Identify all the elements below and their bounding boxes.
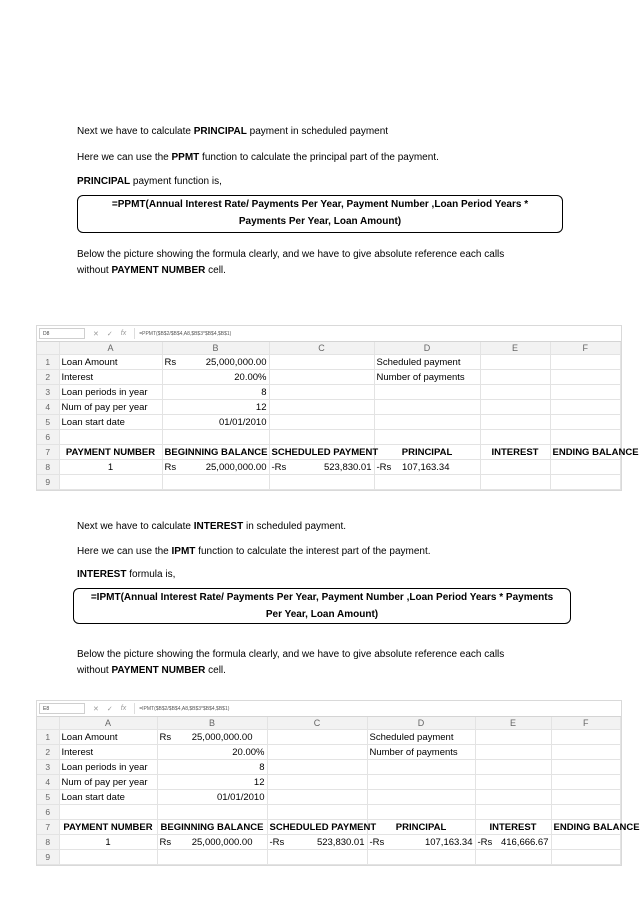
cell[interactable]	[551, 835, 621, 850]
cell[interactable]	[267, 760, 367, 775]
col-header-c[interactable]: C	[269, 342, 374, 355]
table-row	[37, 775, 621, 790]
cell[interactable]	[59, 850, 157, 865]
cell[interactable]: 20.00%	[157, 745, 267, 760]
row-number[interactable]: 1	[37, 355, 59, 370]
cancel-icon[interactable]: ✕	[93, 330, 99, 338]
cell[interactable]: Scheduled payment	[367, 730, 475, 745]
row-number[interactable]: 4	[37, 400, 59, 415]
table-header-row	[37, 445, 621, 460]
row-number[interactable]: 6	[37, 805, 59, 820]
cell[interactable]	[480, 415, 550, 430]
table-row	[37, 805, 621, 820]
cell[interactable]: Rs 25,000,000.00	[157, 730, 267, 745]
row-number[interactable]: 8	[37, 835, 59, 850]
cell[interactable]: Loan Amount	[59, 730, 157, 745]
ppmt-description: Here we can use the PPMT function to calculate the principal part of the payment.	[77, 152, 439, 163]
header-cell[interactable]: ENDING BALANCE	[550, 445, 621, 460]
cell[interactable]: Interest	[59, 370, 162, 385]
cell[interactable]: Rs 25,000,000.00	[162, 460, 269, 475]
cell[interactable]	[269, 370, 374, 385]
cell[interactable]: Interest	[59, 745, 157, 760]
name-box[interactable]: D8	[39, 328, 85, 339]
cell[interactable]	[480, 355, 550, 370]
header-cell[interactable]: PAYMENT NUMBER	[59, 445, 162, 460]
table-row	[37, 475, 621, 490]
row-number[interactable]: 4	[37, 775, 59, 790]
cell[interactable]	[267, 850, 367, 865]
cell[interactable]: Rs 25,000,000.00	[162, 355, 269, 370]
cell[interactable]: Num of pay per year	[59, 775, 157, 790]
cell[interactable]: 12	[162, 400, 269, 415]
row-number[interactable]: 3	[37, 760, 59, 775]
col-header-f[interactable]: F	[551, 717, 621, 730]
cell[interactable]: Number of payments	[374, 370, 480, 385]
cell[interactable]	[374, 400, 480, 415]
cell[interactable]	[480, 460, 550, 475]
cell[interactable]	[480, 385, 550, 400]
cell[interactable]	[59, 805, 157, 820]
row-number[interactable]: 1	[37, 730, 59, 745]
cell[interactable]	[551, 805, 621, 820]
cell[interactable]: Loan start date	[59, 790, 157, 805]
cell[interactable]	[269, 475, 374, 490]
cell[interactable]	[267, 775, 367, 790]
cell[interactable]	[267, 745, 367, 760]
col-header-b[interactable]: B	[157, 717, 267, 730]
cell[interactable]	[157, 805, 267, 820]
cell[interactable]	[480, 370, 550, 385]
principal-below-line1: Below the picture showing the formula clearly, and we have to give absolute reference each calls	[77, 249, 505, 260]
cell[interactable]	[269, 400, 374, 415]
cell[interactable]	[475, 745, 551, 760]
cell[interactable]	[374, 415, 480, 430]
col-header-d[interactable]: D	[367, 717, 475, 730]
table-row	[37, 850, 621, 865]
row-number[interactable]: 2	[37, 370, 59, 385]
cell[interactable]: 1	[59, 835, 157, 850]
cell[interactable]: Scheduled payment	[374, 355, 480, 370]
table-header-row	[37, 820, 621, 835]
table-row	[37, 430, 621, 445]
table-row	[37, 745, 621, 760]
cell[interactable]	[267, 730, 367, 745]
header-cell[interactable]: ENDING BALANCE	[551, 820, 621, 835]
cell[interactable]: -Rs 523,830.01	[267, 835, 367, 850]
cell[interactable]	[157, 850, 267, 865]
table-row	[37, 400, 621, 415]
interest-function-label: INTEREST formula is,	[77, 569, 176, 580]
formula-bar-icons	[93, 330, 126, 338]
cell[interactable]: Number of payments	[367, 745, 475, 760]
cell[interactable]: 20.00%	[162, 370, 269, 385]
table-row	[37, 730, 621, 745]
cell[interactable]	[551, 760, 621, 775]
cell[interactable]	[475, 760, 551, 775]
cell[interactable]: Loan periods in year	[59, 760, 157, 775]
cell[interactable]	[374, 430, 480, 445]
principal-intro: Next we have to calculate PRINCIPAL payment in scheduled payment	[77, 126, 389, 137]
sheet-grid	[37, 717, 640, 865]
row-number[interactable]: 7	[37, 445, 59, 460]
cell[interactable]	[269, 430, 374, 445]
cell[interactable]	[267, 805, 367, 820]
col-header-e[interactable]: E	[475, 717, 551, 730]
header-cell[interactable]: BEGINNING BALANCE	[157, 820, 267, 835]
row-number[interactable]: 9	[37, 850, 59, 865]
ipmt-formula-line1: =IPMT(Annual Interest Rate/ Payments Per Year, Payment Number ,Loan Period Years * Payments	[90, 592, 554, 603]
cell[interactable]: Loan periods in year	[59, 385, 162, 400]
row-number[interactable]: 7	[37, 820, 59, 835]
ppmt-formula-box	[77, 195, 563, 233]
cell[interactable]	[475, 850, 551, 865]
cell[interactable]	[374, 475, 480, 490]
cell[interactable]	[550, 415, 621, 430]
table-row	[37, 370, 621, 385]
table-row	[37, 460, 621, 475]
row-number[interactable]: 6	[37, 430, 59, 445]
cell[interactable]	[475, 790, 551, 805]
formula-bar	[37, 701, 621, 717]
cell[interactable]: 01/01/2010	[157, 790, 267, 805]
select-all-corner[interactable]	[37, 717, 59, 730]
row-number[interactable]: 3	[37, 385, 59, 400]
cell[interactable]	[480, 430, 550, 445]
cell[interactable]	[550, 460, 621, 475]
cell[interactable]	[480, 400, 550, 415]
col-header-c[interactable]: C	[267, 717, 367, 730]
cell[interactable]	[550, 430, 621, 445]
cell[interactable]	[374, 385, 480, 400]
cell[interactable]: -Rs 107,163.34	[367, 835, 475, 850]
interest-below-line2: without PAYMENT NUMBER cell.	[77, 665, 226, 676]
function-icon[interactable]: fx	[120, 704, 127, 712]
cell[interactable]	[162, 475, 269, 490]
header-cell[interactable]: INTEREST	[480, 445, 550, 460]
col-header-a[interactable]: A	[59, 342, 162, 355]
formula-bar-icons	[93, 705, 126, 713]
selected-cell[interactable]: -Rs 107,163.34	[374, 460, 480, 475]
cell[interactable]: 8	[157, 760, 267, 775]
cell[interactable]	[551, 850, 621, 865]
interest-intro: Next we have to calculate INTEREST in scheduled payment.	[77, 521, 347, 532]
table-row	[37, 835, 621, 850]
cell[interactable]	[551, 745, 621, 760]
table-row	[37, 415, 621, 430]
col-header-d[interactable]: D	[374, 342, 480, 355]
table-row	[37, 790, 621, 805]
confirm-icon[interactable]: ✓	[106, 705, 113, 713]
ppmt-formula-line2: Payments Per Year, Loan Amount)	[238, 216, 402, 227]
cell[interactable]: Rs 25,000,000.00	[157, 835, 267, 850]
header-cell[interactable]: PRINCIPAL	[374, 445, 480, 460]
row-number[interactable]: 5	[37, 790, 59, 805]
cell[interactable]: Loan Amount	[59, 355, 162, 370]
cell[interactable]	[475, 730, 551, 745]
name-box[interactable]: E8	[39, 703, 85, 714]
function-icon[interactable]: fx	[120, 329, 127, 337]
cell[interactable]	[551, 775, 621, 790]
cell[interactable]	[551, 730, 621, 745]
formula-bar	[37, 326, 621, 342]
cell[interactable]	[269, 415, 374, 430]
row-number[interactable]: 2	[37, 745, 59, 760]
cell[interactable]	[367, 775, 475, 790]
selected-cell[interactable]: -Rs 416,666.67	[475, 835, 551, 850]
cell[interactable]: 12	[157, 775, 267, 790]
confirm-icon[interactable]: ✓	[106, 330, 113, 338]
ipmt-formula-box	[73, 588, 571, 624]
spreadsheet-interest	[36, 700, 640, 866]
cell[interactable]	[550, 475, 621, 490]
row-number[interactable]: 8	[37, 460, 59, 475]
cancel-icon[interactable]: ✕	[93, 705, 99, 713]
ppmt-formula-line1: =PPMT(Annual Interest Rate/ Payments Per Year, Payment Number ,Loan Period Years *	[111, 199, 529, 210]
cell[interactable]: -Rs 523,830.01	[269, 460, 374, 475]
header-cell[interactable]: INTEREST	[475, 820, 551, 835]
header-cell[interactable]: PAYMENT NUMBER	[59, 820, 157, 835]
ipmt-description: Here we can use the IPMT function to calculate the interest part of the payment.	[77, 546, 431, 557]
cell[interactable]: Num of pay per year	[59, 400, 162, 415]
cell[interactable]	[162, 430, 269, 445]
ipmt-formula-line2: Per Year, Loan Amount)	[265, 609, 379, 620]
cell[interactable]	[475, 805, 551, 820]
cell[interactable]	[367, 760, 475, 775]
principal-function-label: PRINCIPAL payment function is,	[77, 176, 222, 187]
row-number[interactable]: 9	[37, 475, 59, 490]
table-row	[37, 385, 621, 400]
cell[interactable]	[269, 385, 374, 400]
cell[interactable]	[267, 790, 367, 805]
cell[interactable]: Loan start date	[59, 415, 162, 430]
cell[interactable]	[551, 790, 621, 805]
cell[interactable]: 8	[162, 385, 269, 400]
formula-input[interactable]: =IPMT($B$2/$B$4,A8,$B$3*$B$4,$B$1)	[134, 703, 621, 714]
header-cell[interactable]: BEGINNING BALANCE	[162, 445, 269, 460]
col-header-a[interactable]: A	[59, 717, 157, 730]
row-number[interactable]: 5	[37, 415, 59, 430]
select-all-corner[interactable]	[37, 342, 59, 355]
cell[interactable]	[550, 385, 621, 400]
header-cell[interactable]: SCHEDULED PAYMENT	[267, 820, 367, 835]
cell[interactable]	[550, 370, 621, 385]
header-cell[interactable]: PRINCIPAL	[367, 820, 475, 835]
header-cell[interactable]: SCHEDULED PAYMENT	[269, 445, 374, 460]
principal-below-line2: without PAYMENT NUMBER cell.	[77, 265, 226, 276]
col-header-e[interactable]: E	[480, 342, 550, 355]
cell[interactable]	[475, 775, 551, 790]
cell[interactable]	[367, 790, 475, 805]
table-row	[37, 760, 621, 775]
cell[interactable]	[550, 355, 621, 370]
col-header-b[interactable]: B	[162, 342, 269, 355]
cell[interactable]: 01/01/2010	[162, 415, 269, 430]
cell[interactable]	[550, 400, 621, 415]
formula-input[interactable]: =PPMT($B$2/$B$4,A8,$B$3*$B$4,$B$1)	[134, 328, 621, 339]
cell[interactable]	[480, 475, 550, 490]
cell[interactable]	[367, 805, 475, 820]
cell[interactable]: 1	[59, 460, 162, 475]
sheet-grid	[37, 342, 639, 490]
cell[interactable]	[367, 850, 475, 865]
cell[interactable]	[269, 355, 374, 370]
column-header-row	[37, 717, 621, 730]
cell[interactable]	[59, 475, 162, 490]
cell[interactable]	[59, 430, 162, 445]
column-header-row	[37, 342, 621, 355]
table-row	[37, 355, 621, 370]
col-header-f[interactable]: F	[550, 342, 621, 355]
spreadsheet-principal	[36, 325, 639, 491]
interest-below-line1: Below the picture showing the formula clearly, and we have to give absolute reference each calls	[77, 649, 505, 660]
